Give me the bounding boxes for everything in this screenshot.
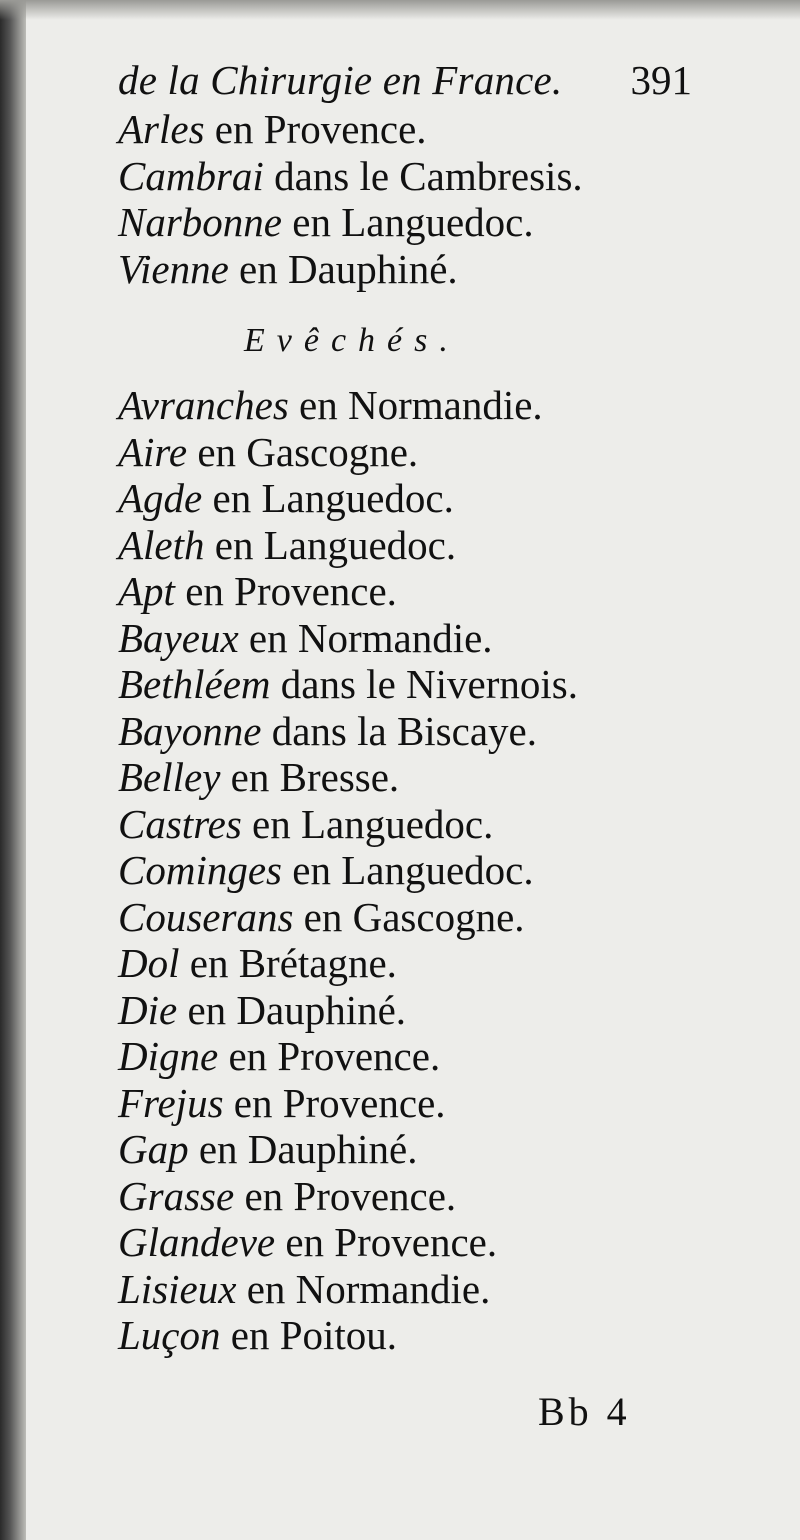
bishopric-list: [118, 382, 738, 1359]
place-name: Narbonne: [118, 199, 282, 245]
list-item: [118, 106, 738, 153]
region-text: en Normandie.: [288, 382, 543, 428]
place-name: Lisieux: [118, 1265, 237, 1312]
place-name: Bayonne: [118, 707, 262, 754]
list-item: [118, 847, 738, 894]
region-text: en Provence.: [275, 1219, 498, 1265]
place-name: Avranches: [118, 382, 289, 428]
list-item: [118, 522, 738, 569]
region-text: en Languedoc.: [241, 800, 494, 847]
place-name: Castres: [118, 800, 242, 847]
region-text: en Languedoc.: [204, 521, 457, 568]
region-text: en Provence.: [234, 1172, 457, 1219]
running-head: de la Chirurgie en France.: [118, 57, 563, 103]
list-item: [118, 615, 738, 662]
section-heading: Evêchés.: [244, 322, 460, 359]
place-name: Cambrai: [118, 152, 264, 199]
page-number: 391: [630, 57, 692, 103]
region-text: en Brétagne.: [179, 940, 397, 986]
place-name: Frejus: [118, 1079, 224, 1126]
region-text: en Provence.: [218, 1033, 441, 1079]
region-text: en Gascogne.: [187, 428, 419, 475]
place-name: Bayeux: [118, 614, 239, 661]
place-name: Apt: [118, 568, 175, 614]
list-item: [118, 199, 738, 246]
page-gutter-shadow: [0, 0, 26, 1540]
place-name: Glandeve: [118, 1219, 276, 1265]
list-item: [118, 1126, 738, 1173]
page-top-shadow: [0, 0, 800, 20]
place-name: Cominges: [118, 847, 282, 893]
catchword-signature: Bb 4: [538, 1389, 631, 1434]
region-text: en Gascogne.: [293, 893, 525, 940]
list-item: [118, 661, 738, 708]
region-text: dans le Cambresis.: [263, 152, 583, 199]
region-text: en Bresse.: [220, 754, 400, 800]
region-text: en Dauphiné.: [188, 1126, 418, 1172]
list-item: [118, 801, 738, 848]
region-text: en Languedoc.: [202, 475, 454, 521]
place-name: Agde: [118, 475, 203, 521]
place-name: Grasse: [118, 1172, 235, 1219]
place-name: Bethléem: [118, 661, 271, 707]
list-item: [118, 1266, 738, 1313]
archbishopric-list: [118, 106, 738, 292]
list-item: [118, 1173, 738, 1220]
region-text: en Provence.: [223, 1079, 446, 1126]
list-item: [118, 1312, 738, 1359]
region-text: en Provence.: [174, 568, 397, 614]
region-text: en Languedoc.: [282, 199, 534, 245]
list-item: [118, 246, 738, 293]
place-name: Luçon: [118, 1312, 221, 1358]
list-item: [118, 1219, 738, 1266]
region-text: en Poitou.: [220, 1312, 398, 1358]
place-name: Gap: [118, 1126, 189, 1172]
list-item: [118, 987, 738, 1034]
region-text: dans la Biscaye.: [261, 707, 537, 754]
place-name: Belley: [118, 754, 221, 800]
place-name: Aleth: [118, 521, 205, 568]
list-item: [118, 568, 738, 615]
list-item: [118, 475, 738, 522]
region-text: en Dauphiné.: [177, 986, 407, 1033]
list-item: [118, 708, 738, 755]
page-header: [118, 52, 698, 108]
place-name: Arles: [118, 106, 205, 152]
region-text: dans le Nivernois.: [270, 661, 578, 707]
list-item: [118, 894, 738, 941]
list-item: [118, 429, 738, 476]
place-name: Dol: [118, 940, 180, 986]
list-item: [118, 382, 738, 429]
region-text: en Normandie.: [236, 1265, 491, 1312]
place-name: Aire: [118, 428, 188, 475]
list-item: [118, 1033, 738, 1080]
list-item: [118, 940, 738, 987]
list-item: [118, 754, 738, 801]
place-name: Digne: [118, 1033, 219, 1079]
region-text: en Dauphiné.: [228, 245, 458, 292]
list-item: [118, 153, 738, 200]
place-name: Vienne: [118, 245, 229, 292]
place-name: Couserans: [118, 893, 294, 940]
region-text: en Provence.: [204, 106, 427, 152]
region-text: en Languedoc.: [282, 847, 534, 893]
list-item: [118, 1080, 738, 1127]
place-name: Die: [118, 986, 178, 1033]
region-text: en Normandie.: [238, 614, 493, 661]
